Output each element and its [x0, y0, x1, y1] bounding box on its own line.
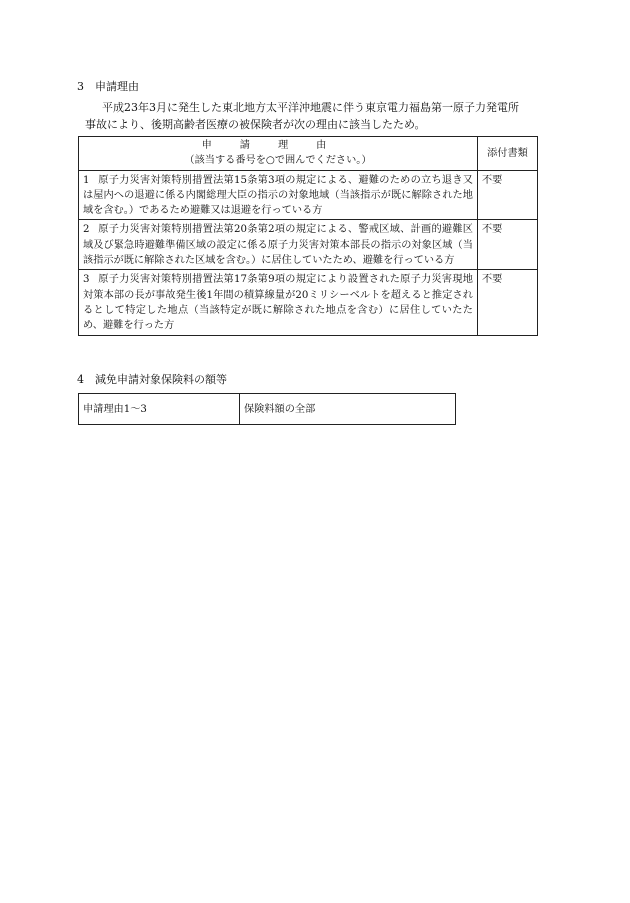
section4-heading: 4 減免申請対象保険料の額等	[77, 373, 227, 386]
header-reason-title: 申請理由	[201, 140, 355, 151]
reasons-table	[78, 136, 538, 336]
reason-cell	[79, 270, 478, 335]
reason-cell	[79, 220, 478, 270]
header-reason-cell	[79, 137, 478, 171]
table-row	[79, 220, 538, 270]
reason-text: 原子力災害対策特別措置法第20条第2項の規定による、警戒区域、計画的避難区域及び緊急時避難準備区域の設定に係る原子力災害対策本部長の指示の対象区域（当該指示が既に解除された区域を含む。）に居住していたため、避難を行っている方	[83, 224, 473, 267]
reason-text: 原子力災害対策特別措置法第17条第9項の規定により設置された原子力災害現地対策本部の長が事故発生後1年間の積算線量が20ミリシーベルトを超えると推定されるとして特定した地点（当該特定が既に解除された地点を含む）に居住していたため、避難を行った方	[83, 274, 473, 332]
intro-line-1: 平成23年3月に発生した東北地方太平洋沖地震に伴う東京電力福島第一原子力発電所	[102, 101, 519, 114]
reason-number: 2	[83, 224, 90, 236]
section3-intro	[77, 99, 519, 133]
reason-number: 1	[83, 174, 90, 186]
reasons-table-header	[79, 137, 538, 171]
docs-cell: 不要	[478, 270, 538, 335]
header-reason-note: （該当する番号を○で囲んでください。）	[184, 155, 372, 167]
docs-cell: 不要	[478, 220, 538, 270]
amount-value-cell: 保険料額の全部	[240, 394, 456, 425]
amount-label-cell: 申請理由1～3	[79, 394, 240, 425]
docs-cell: 不要	[478, 170, 538, 220]
section3-heading: 3 申請理由	[77, 80, 139, 93]
table-row	[79, 394, 456, 425]
reason-text: 原子力災害対策特別措置法第15条第3項の規定による、避難のための立ち退き又は屋内への退避に係る内閣総理大臣の指示の対象地域（当該指示が既に解除された地域を含む。）であるため避難又は退避を行っている方	[83, 174, 473, 217]
header-docs-cell: 添付書類	[478, 137, 538, 171]
table-row	[79, 170, 538, 220]
amount-table	[78, 393, 456, 425]
reason-number: 3	[83, 274, 90, 286]
intro-line-2: 事故により、後期高齢者医療の被保険者が次の理由に該当したため。	[85, 118, 426, 131]
table-row	[79, 270, 538, 335]
reason-cell	[79, 170, 478, 220]
